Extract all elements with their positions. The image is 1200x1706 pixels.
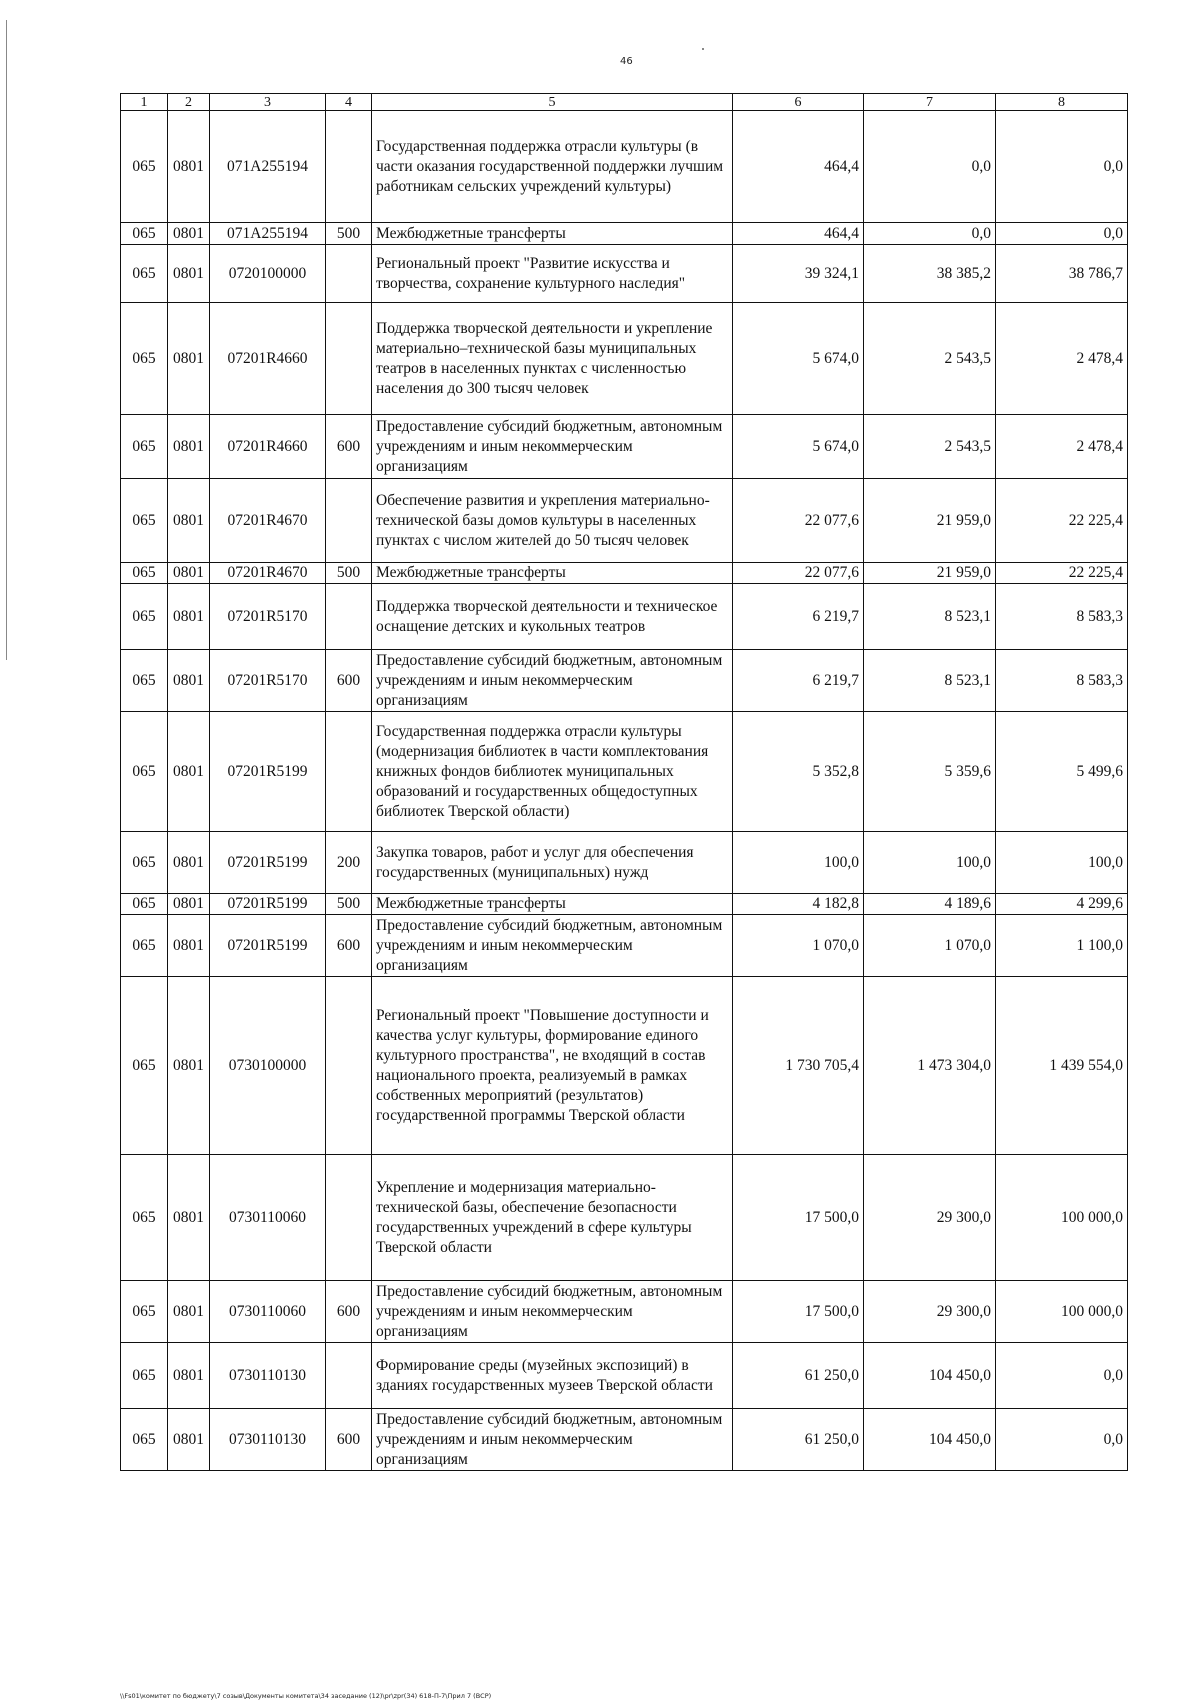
- target-item-cell: 07201R4670: [210, 479, 326, 563]
- header-cell: 2: [168, 94, 210, 111]
- description-cell: Формирование среды (музейных экспозиций) в зданиях государственных музеев Тверской области: [372, 1343, 733, 1409]
- target-item-cell: 0730110130: [210, 1343, 326, 1409]
- amount-year2-cell: 2 543,5: [864, 303, 996, 415]
- amount-year3-cell: 8 583,3: [996, 650, 1128, 712]
- section-code-cell: 0801: [168, 832, 210, 894]
- amount-year1-cell: 464,4: [733, 223, 864, 245]
- expense-type-cell: 600: [326, 650, 372, 712]
- target-item-cell: 07201R5199: [210, 915, 326, 977]
- expense-type-cell: 600: [326, 415, 372, 479]
- amount-year1-cell: 1 730 705,4: [733, 977, 864, 1155]
- header-cell: 3: [210, 94, 326, 111]
- expense-type-cell: [326, 1155, 372, 1281]
- table-row: [121, 650, 1128, 712]
- amount-year2-cell: 29 300,0: [864, 1281, 996, 1343]
- amount-year2-cell: 1 070,0: [864, 915, 996, 977]
- amount-year3-cell: 22 225,4: [996, 563, 1128, 584]
- ministry-code-cell: 065: [121, 894, 168, 915]
- ministry-code-cell: 065: [121, 111, 168, 223]
- amount-year1-cell: 464,4: [733, 111, 864, 223]
- ministry-code-cell: 065: [121, 584, 168, 650]
- amount-year1-cell: 100,0: [733, 832, 864, 894]
- table-row: [121, 415, 1128, 479]
- description-cell: Обеспечение развития и укрепления материально-технической базы домов культуры в населенных пунктах с числом жителей до 50 тысяч человек: [372, 479, 733, 563]
- amount-year2-cell: 2 543,5: [864, 415, 996, 479]
- expense-type-cell: [326, 1343, 372, 1409]
- amount-year3-cell: 0,0: [996, 111, 1128, 223]
- amount-year1-cell: 39 324,1: [733, 245, 864, 303]
- footer-file-path: \\Fs01\комитет по бюджету\7 созыв\Документы комитета\34 заседание (12)\pr\zpr(34) 618-П-7\Прил 7 (ВСР): [120, 1692, 492, 1700]
- amount-year3-cell: 0,0: [996, 1409, 1128, 1471]
- description-cell: Поддержка творческой деятельности и техническое оснащение детских и кукольных театров: [372, 584, 733, 650]
- header-row: [121, 94, 1128, 111]
- table-row: [121, 832, 1128, 894]
- amount-year3-cell: 0,0: [996, 1343, 1128, 1409]
- amount-year1-cell: 61 250,0: [733, 1343, 864, 1409]
- description-cell: Предоставление субсидий бюджетным, автономным учреждениям и иным некоммерческим организациям: [372, 650, 733, 712]
- table-row: [121, 1155, 1128, 1281]
- budget-table: [120, 93, 1128, 1471]
- amount-year2-cell: 0,0: [864, 111, 996, 223]
- expense-type-cell: 600: [326, 1281, 372, 1343]
- expense-type-cell: 600: [326, 1409, 372, 1471]
- amount-year2-cell: 100,0: [864, 832, 996, 894]
- amount-year2-cell: 29 300,0: [864, 1155, 996, 1281]
- expense-type-cell: [326, 584, 372, 650]
- ministry-code-cell: 065: [121, 1343, 168, 1409]
- description-cell: Укрепление и модернизация материально-технической базы, обеспечение безопасности государственных учреждений в сфере культуры Тверской области: [372, 1155, 733, 1281]
- section-code-cell: 0801: [168, 650, 210, 712]
- expense-type-cell: [326, 245, 372, 303]
- description-cell: Предоставление субсидий бюджетным, автономным учреждениям и иным некоммерческим организациям: [372, 415, 733, 479]
- expense-type-cell: [326, 303, 372, 415]
- target-item-cell: 0730100000: [210, 977, 326, 1155]
- expense-type-cell: 500: [326, 894, 372, 915]
- amount-year2-cell: 104 450,0: [864, 1343, 996, 1409]
- scan-dot: [702, 48, 704, 50]
- amount-year2-cell: 5 359,6: [864, 712, 996, 832]
- amount-year3-cell: 4 299,6: [996, 894, 1128, 915]
- table-row: [121, 479, 1128, 563]
- target-item-cell: 07201R5199: [210, 712, 326, 832]
- table-row: [121, 1281, 1128, 1343]
- header-cell: 5: [372, 94, 733, 111]
- ministry-code-cell: 065: [121, 915, 168, 977]
- ministry-code-cell: 065: [121, 563, 168, 584]
- amount-year1-cell: 4 182,8: [733, 894, 864, 915]
- section-code-cell: 0801: [168, 977, 210, 1155]
- amount-year2-cell: 8 523,1: [864, 650, 996, 712]
- ministry-code-cell: 065: [121, 1281, 168, 1343]
- table-row: [121, 712, 1128, 832]
- amount-year3-cell: 100 000,0: [996, 1155, 1128, 1281]
- table-row: [121, 1409, 1128, 1471]
- amount-year2-cell: 21 959,0: [864, 479, 996, 563]
- ministry-code-cell: 065: [121, 415, 168, 479]
- page-number: 46: [620, 56, 633, 67]
- section-code-cell: 0801: [168, 563, 210, 584]
- expense-type-cell: [326, 977, 372, 1155]
- target-item-cell: 07201R5170: [210, 584, 326, 650]
- header-cell: 6: [733, 94, 864, 111]
- expense-type-cell: 200: [326, 832, 372, 894]
- table-row: [121, 894, 1128, 915]
- target-item-cell: 071А255194: [210, 111, 326, 223]
- section-code-cell: 0801: [168, 1281, 210, 1343]
- amount-year3-cell: 8 583,3: [996, 584, 1128, 650]
- target-item-cell: 07201R4660: [210, 415, 326, 479]
- ministry-code-cell: 065: [121, 1409, 168, 1471]
- table-row: [121, 303, 1128, 415]
- amount-year1-cell: 61 250,0: [733, 1409, 864, 1471]
- description-cell: Межбюджетные трансферты: [372, 223, 733, 245]
- description-cell: Региональный проект "Повышение доступности и качества услуг культуры, формирование единого культурного пространства", не входящий в состав национального проекта, реализуемый в рамках собственных мероприятий (результатов) государственной программы Тверской области: [372, 977, 733, 1155]
- amount-year3-cell: 100,0: [996, 832, 1128, 894]
- table-row: [121, 245, 1128, 303]
- description-cell: Закупка товаров, работ и услуг для обеспечения государственных (муниципальных) нужд: [372, 832, 733, 894]
- section-code-cell: 0801: [168, 415, 210, 479]
- amount-year3-cell: 0,0: [996, 223, 1128, 245]
- header-cell: 7: [864, 94, 996, 111]
- ministry-code-cell: 065: [121, 303, 168, 415]
- target-item-cell: 07201R5199: [210, 832, 326, 894]
- section-code-cell: 0801: [168, 712, 210, 832]
- amount-year1-cell: 5 674,0: [733, 303, 864, 415]
- description-cell: Предоставление субсидий бюджетным, автономным учреждениям и иным некоммерческим организациям: [372, 1281, 733, 1343]
- ministry-code-cell: 065: [121, 977, 168, 1155]
- target-item-cell: 0730110060: [210, 1155, 326, 1281]
- section-code-cell: 0801: [168, 915, 210, 977]
- expense-type-cell: 600: [326, 915, 372, 977]
- scan-edge-line: [6, 20, 7, 660]
- amount-year3-cell: 1 439 554,0: [996, 977, 1128, 1155]
- amount-year1-cell: 5 674,0: [733, 415, 864, 479]
- table-row: [121, 563, 1128, 584]
- ministry-code-cell: 065: [121, 1155, 168, 1281]
- amount-year3-cell: 5 499,6: [996, 712, 1128, 832]
- target-item-cell: 071А255194: [210, 223, 326, 245]
- amount-year1-cell: 6 219,7: [733, 650, 864, 712]
- description-cell: Государственная поддержка отрасли культуры (в части оказания государственной поддержки лучшим работникам сельских учреждений культуры): [372, 111, 733, 223]
- table-row: [121, 584, 1128, 650]
- amount-year3-cell: 2 478,4: [996, 415, 1128, 479]
- amount-year2-cell: 8 523,1: [864, 584, 996, 650]
- amount-year1-cell: 17 500,0: [733, 1281, 864, 1343]
- amount-year2-cell: 21 959,0: [864, 563, 996, 584]
- section-code-cell: 0801: [168, 245, 210, 303]
- target-item-cell: 0730110060: [210, 1281, 326, 1343]
- section-code-cell: 0801: [168, 111, 210, 223]
- ministry-code-cell: 065: [121, 479, 168, 563]
- description-cell: Поддержка творческой деятельности и укрепление материально–технической базы муниципальных театров в населенных пунктах с численностью населения до 300 тысяч человек: [372, 303, 733, 415]
- target-item-cell: 07201R4670: [210, 563, 326, 584]
- description-cell: Межбюджетные трансферты: [372, 894, 733, 915]
- amount-year1-cell: 17 500,0: [733, 1155, 864, 1281]
- budget-sheet: [120, 93, 1128, 1471]
- section-code-cell: 0801: [168, 479, 210, 563]
- amount-year2-cell: 38 385,2: [864, 245, 996, 303]
- expense-type-cell: 500: [326, 223, 372, 245]
- target-item-cell: 07201R5170: [210, 650, 326, 712]
- table-row: [121, 223, 1128, 245]
- amount-year3-cell: 2 478,4: [996, 303, 1128, 415]
- table-row: [121, 977, 1128, 1155]
- header-cell: 1: [121, 94, 168, 111]
- ministry-code-cell: 065: [121, 223, 168, 245]
- amount-year1-cell: 6 219,7: [733, 584, 864, 650]
- ministry-code-cell: 065: [121, 712, 168, 832]
- amount-year2-cell: 104 450,0: [864, 1409, 996, 1471]
- description-cell: Предоставление субсидий бюджетным, автономным учреждениям и иным некоммерческим организациям: [372, 915, 733, 977]
- section-code-cell: 0801: [168, 1343, 210, 1409]
- description-cell: Межбюджетные трансферты: [372, 563, 733, 584]
- table-row: [121, 915, 1128, 977]
- header-cell: 8: [996, 94, 1128, 111]
- target-item-cell: 0730110130: [210, 1409, 326, 1471]
- description-cell: Государственная поддержка отрасли культуры (модернизация библиотек в части комплектования книжных фондов библиотек муниципальных образований и государственных общедоступных библиотек Тверской области): [372, 712, 733, 832]
- amount-year3-cell: 22 225,4: [996, 479, 1128, 563]
- amount-year1-cell: 5 352,8: [733, 712, 864, 832]
- description-cell: Предоставление субсидий бюджетным, автономным учреждениям и иным некоммерческим организациям: [372, 1409, 733, 1471]
- target-item-cell: 0720100000: [210, 245, 326, 303]
- amount-year2-cell: 0,0: [864, 223, 996, 245]
- section-code-cell: 0801: [168, 584, 210, 650]
- amount-year3-cell: 1 100,0: [996, 915, 1128, 977]
- section-code-cell: 0801: [168, 223, 210, 245]
- section-code-cell: 0801: [168, 1155, 210, 1281]
- amount-year1-cell: 1 070,0: [733, 915, 864, 977]
- expense-type-cell: [326, 111, 372, 223]
- section-code-cell: 0801: [168, 894, 210, 915]
- section-code-cell: 0801: [168, 1409, 210, 1471]
- ministry-code-cell: 065: [121, 650, 168, 712]
- target-item-cell: 07201R4660: [210, 303, 326, 415]
- amount-year2-cell: 4 189,6: [864, 894, 996, 915]
- table-row: [121, 111, 1128, 223]
- header-cell: 4: [326, 94, 372, 111]
- description-cell: Региональный проект "Развитие искусства и творчества, сохранение культурного наследия": [372, 245, 733, 303]
- ministry-code-cell: 065: [121, 832, 168, 894]
- expense-type-cell: 500: [326, 563, 372, 584]
- amount-year1-cell: 22 077,6: [733, 563, 864, 584]
- amount-year3-cell: 100 000,0: [996, 1281, 1128, 1343]
- amount-year2-cell: 1 473 304,0: [864, 977, 996, 1155]
- section-code-cell: 0801: [168, 303, 210, 415]
- amount-year1-cell: 22 077,6: [733, 479, 864, 563]
- target-item-cell: 07201R5199: [210, 894, 326, 915]
- ministry-code-cell: 065: [121, 245, 168, 303]
- table-row: [121, 1343, 1128, 1409]
- amount-year3-cell: 38 786,7: [996, 245, 1128, 303]
- expense-type-cell: [326, 479, 372, 563]
- expense-type-cell: [326, 712, 372, 832]
